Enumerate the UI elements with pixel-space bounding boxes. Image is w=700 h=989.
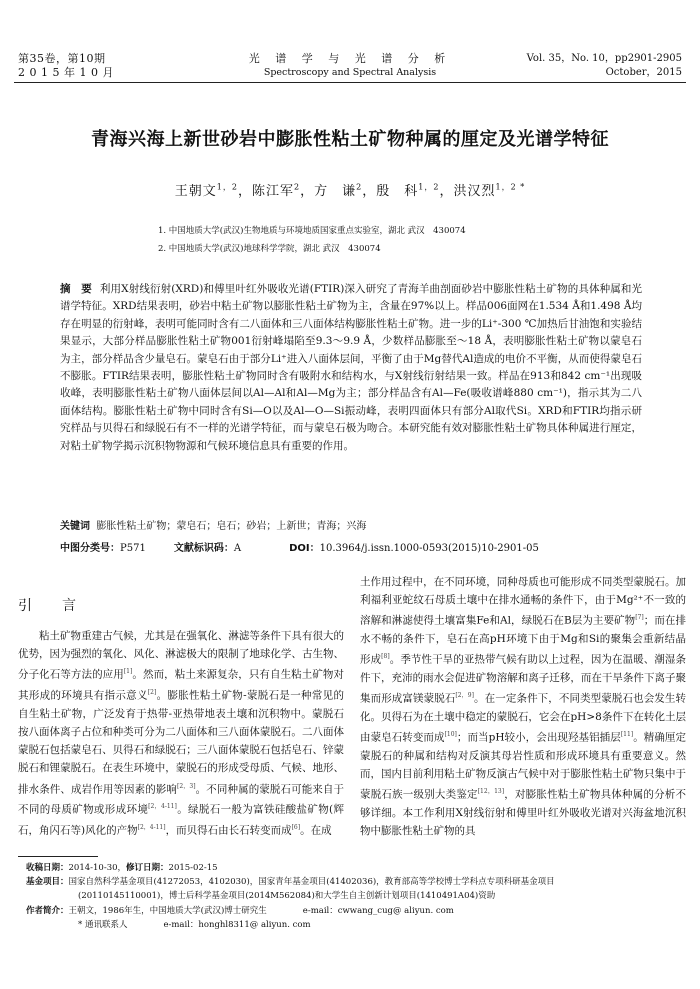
doi-value: 10.3964/j.issn.1000-0593(2015)10-2901-05 [319,543,539,554]
abstract-text: 利用X射线衍射(XRD)和傅里叶红外吸收光谱(FTIR)深入研究了青海羊曲剖面砂岩中膨胀性粘土矿物的具体种属和光谱学特征。XRD结果表明，砂岩中粘土矿物以膨胀性粘土矿物为主，含量在97%以上。样品006面网在1.534 Å和1.498 Å均存在明显的衍射峰，表明可能同时含有二八面体和三八面体结构膨胀性粘土矿物。进一步的Li⁺-300 ℃加热后甘油饱和实验结果显示，大部分样品膨胀性粘土矿物001衍射峰塌陷至9.3～9.9 Å，少数样品膨胀至～18 Å，表明膨胀性粘土矿物以蒙皂石为主，部分样品含少量皂石。蒙皂石由于部分Li⁺进入八面体层间，平衡了由于Mg替代Al造成的电价不平衡，从而使得蒙皂石不膨胀。FTIR结果表明，膨胀性粘土矿物同时含有吸附水和结构水，与X射线衍射结果一致。样品在913和842 cm⁻¹出现吸收峰，表明膨胀性粘土矿物八面体层间以Al—Al和Al—Mg为主；部分样品含有Al—Fe(吸收谱峰880 cm⁻¹)，指示其为二八面体结构。膨胀性粘土矿物中同时含有Si—O以及Al—O—Si振动峰，表明四面体只有部分Al取代Si。XRD和FTIR均指示研究样品与贝得石和绿脱石有不一样的光谱学特征，而与蒙皂石极为吻合。本研究能有效对膨胀性粘土矿物具体种属进行厘定，对粘土矿物学揭示沉积物物源和气候环境信息具有重要的作用。 [60,283,642,452]
author-name: 陈江军 [252,184,295,199]
received-dates [26,861,686,875]
text-run: ，对膨胀性粘土矿物具体种属的分析不够详细。本工作利用X射线衍射和傅里叶红外吸收光谱对兴海盆地沉积物中膨胀性粘土矿物的具 [360,788,687,838]
issue-date-en: October，2015 [605,67,682,78]
doc-code-label: 文献标识码： [173,543,234,554]
author-affil-mark: 1，2 [418,182,440,192]
corresponding-email: e-mail：honghl8311@ aliyun. com [163,919,311,930]
doc-code-value: A [233,543,242,554]
header-rule [14,82,686,83]
journal-name-en: Spectroscopy and Spectral Analysis [263,67,437,78]
author-list: 王朝文$^{1,2}$，陈江军$^2$，方 谦$^2$，殷 科$^{1,2}$，洪汉烈$^{1,2 *}$ [174,182,526,199]
citation: [6] [291,824,301,832]
footnote-rule [18,856,98,857]
text-run: ；而当pH较小，会出现羟基铝插层 [456,731,621,744]
citation: [1] [123,668,133,676]
clc-value: P571 [120,543,146,554]
received-date: 2014-10-30， [68,863,127,873]
journal-name [200,52,500,80]
author-email: e-mail：cwwang_cug@ aliyun. com [302,905,454,916]
abstract [60,281,642,455]
keywords-label: 关键词 [60,521,90,532]
author-affil-mark: 2 [356,182,363,192]
revised-label: 修订日期： [126,863,169,873]
author-name: 洪汉烈 [453,184,496,199]
intro-paragraph-continued [360,573,686,840]
fund-text: 国家自然科学基金项目(41272053，4102030)，国家青年基金项目(41402036)，教育部高等学校博士学科点专项科研基金项目 [68,877,555,888]
text-run: 。在成 [300,824,332,837]
citation: [2，9] [455,692,474,700]
revised-date: 2015-02-15 [168,863,218,873]
vol-pages: Vol. 35，No. 10，pp2901-2905 [526,53,682,64]
text-run: 。绿脱石一般为富铁硅酸盐矿物(辉石，角闪石等)风化的产物 [18,803,345,837]
affiliation-2: 2. 中国地质大学(武汉)地球科学学院，湖北 武汉 430074 [158,244,381,254]
section-heading-introduction: 引 言 [18,598,84,614]
citation: [2] [147,689,157,697]
paper-title: 青海兴海上新世砂岩中膨胀性粘土矿物种属的厘定及光谱学特征 [91,129,609,150]
text-run: 。在一定条件下，不同类型蒙脱石也会发生转化。贝得石为在土壤中稳定的蒙脱石，它会在pH>8条件下在转化土层由蒙皂石转变而成 [360,692,686,744]
author-name: 殷 科 [376,184,419,199]
abstract-label: 摘 要 [60,283,92,295]
citation: [2，4-11] [148,803,177,811]
text-run: 。季节性干旱的亚热带气候有助以上过程，因为在温暖、潮湿条件下，充沛的雨水会促进矿物溶解和离子迁移，而在干旱条件下离子聚集而形成富镁蒙脱石 [360,653,687,705]
intro-paragraph [18,627,344,840]
citation: [11] [620,731,634,739]
left-column [18,627,344,840]
journal-issue-info [18,52,114,80]
affiliation-1: 1. 中国地质大学(武汉)生物地质与环境地质国家重点实验室，湖北 武汉 430074 [158,226,466,236]
fund-label: 基金项目： [26,877,69,888]
text-run: 。精确厘定蒙脱石的种属和结构对反演其母岩性质和形成环境具有重要意义。然而，国内目前利用粘土矿物反演古气候中对于膨胀性粘土矿物只集中于蒙脱石族一级别大类鉴定 [360,731,687,801]
text-run: 。膨胀性粘土矿物-蒙脱石是一种常见的自生粘土矿物，广泛发育于热带-亚热带地表土壤和沉积物中。蒙脱石按八面体离子占位和种类可分为二八面体和三八面体蒙脱石。二八面体蒙脱石包括蒙皂石、贝得石和绿脱石；三八面体蒙脱石包括皂石、锌蒙脱石和锂蒙脱石。在表生环境中，蒙脱石的形成受母质、气候、地形、排水条件、成岩作用等因素的影响 [18,689,344,796]
right-column [360,573,686,840]
citation: [8] [381,653,390,661]
citation: [7] [635,614,644,622]
author-affil-mark: 2 [294,182,301,192]
keywords-text: 膨胀性粘土矿物；蒙皂石；皂石；砂岩；上新世；青海；兴海 [96,521,367,532]
citation: [2，4-11] [137,824,166,832]
text-run: 土作用过程中，在不同环境，同种母质也可能形成不同类型蒙脱石。加利福利亚蛇纹石母质土壤中在排水通畅的条件下，由于Mg²⁺不一致的溶解和淋滤使得土壤富集Fe和Al，绿脱石在B层为主要矿物 [360,576,686,627]
author-bio [26,904,686,918]
text-run: ，而贝得石由长石转变而成 [165,824,292,837]
footnotes [26,861,686,932]
corresponding-label: * 通讯联系人 [78,919,128,930]
text-run: 。然而，粘土来源复杂，只有自生粘土矿物对其形成的环境具有指示意义 [18,668,345,702]
issue-date-zh: 2 0 1 5 年 1 0 月 [18,66,114,79]
text-run: 。不同种属的蒙脱石可能来自于不同的母质矿物或形成环境 [18,783,345,816]
text-run: 粘土矿物重建古气候，尤其是在强氧化、淋滤等条件下具有很大的优势，因为强烈的氧化、风化、淋滤极大的限制了地球化学、古生物、分子化石等方法的应用 [18,630,344,681]
author-name: 方 谦 [314,184,357,199]
volume-issue: 第35卷，第10期 [18,52,106,65]
citation: [2，3] [177,782,196,790]
author-name: 王朝文 [174,184,217,199]
journal-name-zh: 光 谱 学 与 光 谱 分 析 [248,52,452,65]
classification-line [60,541,660,557]
author-bio-label: 作者简介： [26,905,69,916]
corresponding-author [26,918,686,932]
text-run: ；而在排水不畅的条件下，皂石在高pH环境下由于Mg和Si的聚集会重新结晶形成 [360,614,686,666]
doi-label: DOI： [289,543,320,554]
journal-pages-info [527,52,682,80]
received-label: 收稿日期： [26,863,69,873]
clc-label: 中图分类号： [60,543,120,554]
author-bio-text: 王朝文，1986年生，中国地质大学(武汉)博士研究生 [68,905,267,916]
author-affil-mark: 1，2 [216,182,238,192]
citation: [12，13] [477,788,505,796]
fund-info-continued: (20110145110001)，博士后科学基金项目(2014M562084)和大学生自主创新计划项目(1410491A04)资助 [78,891,496,902]
fund-info [26,875,686,889]
keywords [60,519,660,535]
author-affil-mark: 1，2 * [495,182,526,192]
citation: [10] [444,731,457,739]
